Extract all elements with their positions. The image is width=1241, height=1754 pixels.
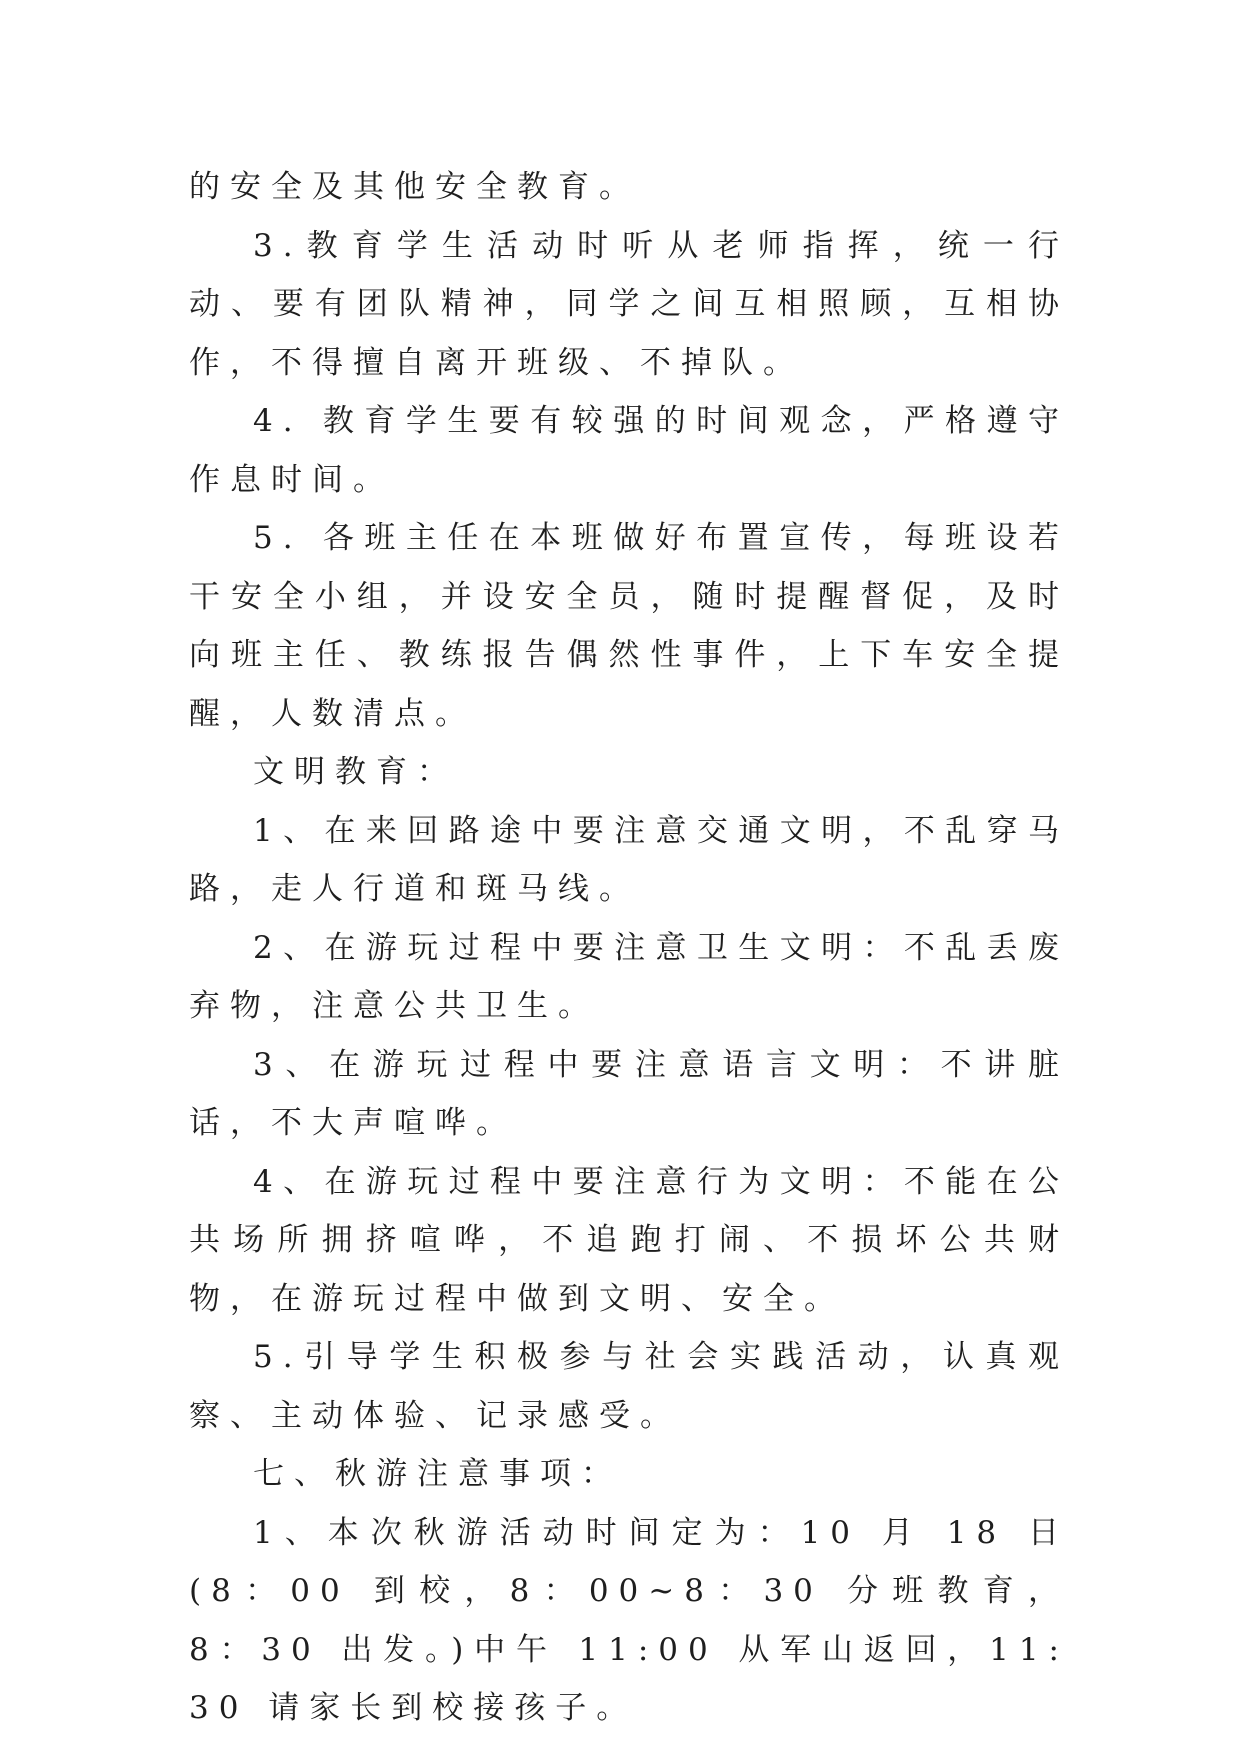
- paragraph-civility-item-5: 5.引导学生积极参与社会实践活动，认真观察、主动体验、记录感受。: [189, 1339, 1069, 1434]
- paragraph-civility-item-4: 4、在游玩过程中要注意行为文明：不能在公共场所拥挤喧哗，不追跑打闹、不损坏公共财物，在游玩过程中做到文明、安全。: [189, 1163, 1069, 1317]
- paragraph-notes-item-1: 1、本次秋游活动时间定为：10 月 18 日(8：00 到校，8：00~8：30 分班教育，8：30 出发。)中午 11:00 从军山返回，11:30 请家长到校接孩子。: [189, 1514, 1069, 1726]
- paragraph-safety-item-3: 3.教育学生活动时听从老师指挥，统一行动、要有团队精神，同学之间互相照顾，互相协作，不得擅自离开班级、不掉队。: [189, 227, 1069, 381]
- paragraph-civility-item-3: 3、在游玩过程中要注意语言文明：不讲脏话，不大声喧哗。: [189, 1046, 1069, 1141]
- paragraph-civility-item-2: 2、在游玩过程中要注意卫生文明：不乱丢废弃物，注意公共卫生。: [189, 929, 1069, 1024]
- section-heading-civility: 文明教育：: [253, 754, 458, 790]
- document-body: [189, 158, 1069, 1738]
- paragraph-safety-continuation: 的安全及其他安全教育。: [189, 169, 640, 205]
- paragraph-safety-item-4: 4. 教育学生要有较强的时间观念，严格遵守作息时间。: [189, 403, 1069, 498]
- section-heading-notes: 七、秋游注意事项：: [253, 1456, 622, 1492]
- paragraph-safety-item-5: 5. 各班主任在本班做好布置宣传，每班设若干安全小组，并设安全员，随时提醒督促，及时向班主任、教练报告偶然性事件，上下车安全提醒，人数清点。: [189, 520, 1069, 732]
- paragraph-civility-item-1: 1、在来回路途中要注意交通文明，不乱穿马路，走人行道和斑马线。: [189, 812, 1069, 907]
